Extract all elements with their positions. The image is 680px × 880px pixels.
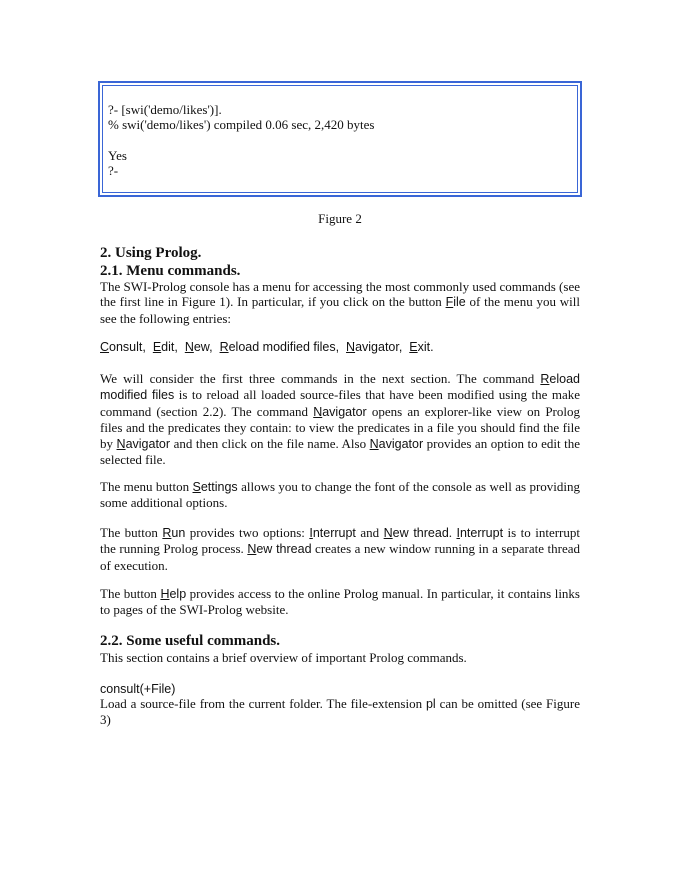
console-figure: [98, 81, 582, 197]
command-consult: consult(+File): [100, 682, 176, 696]
paragraph-run: The button Run provides two options: Interrupt and New thread. Interrupt is to interrupt the running Prolog process. New thread creates a new window running in a separate thread of execution.: [100, 525, 581, 573]
section-heading-using-prolog: 2. Using Prolog.: [100, 245, 202, 261]
console-line-query: ?- [swi('demo/likes')].: [108, 102, 222, 117]
section-heading-useful-commands: 2.2. Some useful commands.: [100, 633, 281, 649]
paragraph-useful-intro: This section contains a brief overview of important Prolog commands.: [100, 650, 467, 665]
paragraph-consult-desc: Load a source-file from the current folder. The file-extension pl can be omitted (see Figure 3): [100, 696, 580, 728]
console-line-prompt: ?-: [108, 163, 119, 178]
paragraph-menu-intro: The SWI-Prolog console has a menu for accessing the most commonly used commands (see the first line in Figure 1). In particular, if you click on the button File of the menu you will see the following entries:: [100, 279, 580, 326]
figure-caption: Figure 2: [318, 211, 362, 226]
paragraph-help: The button Help provides access to the online Prolog manual. In particular, it contains links to pages of the SWI-Prolog website.: [100, 586, 580, 618]
paragraph-reload-navigator: We will consider the first three commands in the next section. The command Reload modified files is to reload all loaded source-files that have been modified using the make command (section 2.2). The command Navigator opens an explorer-like view on Prolog files and the predicates they contain: to view the predicates in a file you should find the file by Navigator and then click on the file name. Also Navigator provides an option to edit the selected file.: [100, 371, 580, 468]
section-heading-menu-commands: 2.1. Menu commands.: [100, 263, 241, 279]
paragraph-settings: The menu button Settings allows you to change the font of the console as well as providing some additional options.: [100, 479, 580, 511]
console-line-yes: Yes: [108, 148, 127, 163]
menu-entries-list: Consult, Edit, New, Reload modified files, Navigator, Exit.: [100, 340, 434, 354]
console-line-compiled: % swi('demo/likes') compiled 0.06 sec, 2,420 bytes: [108, 117, 375, 132]
